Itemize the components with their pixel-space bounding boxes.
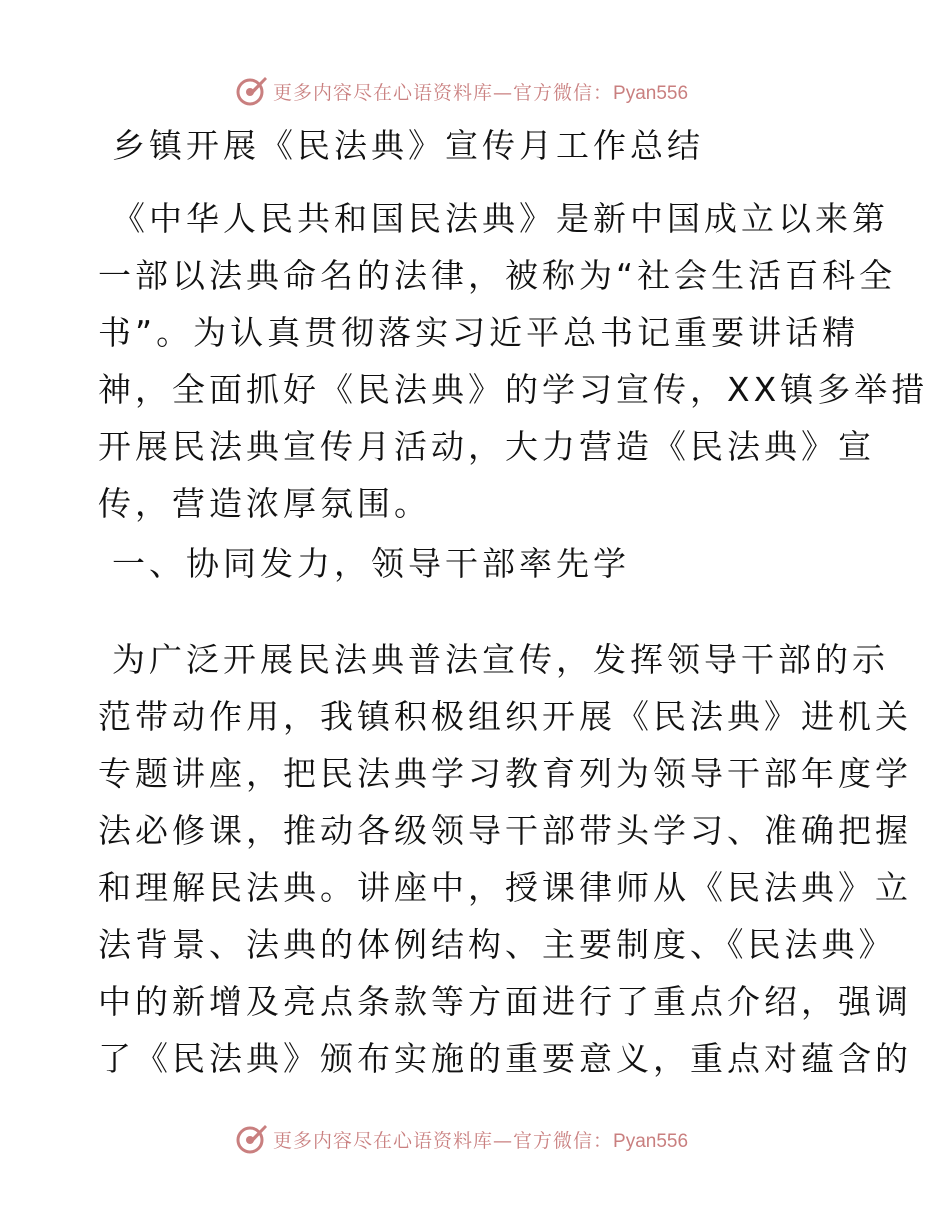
text-line: 专题讲座，把民法典学习教育列为领导干部年度学 xyxy=(98,754,912,793)
text-line: 神，全面抓好《民法典》的学习宣传，XX镇多举措 xyxy=(98,370,929,409)
text-line: 一部以法典命名的法律，被称为“社会生活百科全 xyxy=(98,256,897,295)
text-line: 传，营造浓厚氛围。 xyxy=(98,484,431,523)
watermark-text: 更多内容尽在心语资料库—官方微信：Pyan556 xyxy=(273,1129,689,1152)
quill-seal-icon xyxy=(235,74,269,108)
text-line: 了《民法典》颁布实施的重要意义，重点对蕴含的 xyxy=(98,1039,912,1078)
section-heading: 一、协同发力，领导干部率先学 xyxy=(112,544,630,583)
text-line: 范带动作用，我镇积极组织开展《民法典》进机关 xyxy=(98,697,912,736)
text-line: 开展民法典宣传月活动，大力营造《民法典》宣 xyxy=(98,427,875,466)
watermark-header xyxy=(235,74,688,108)
text-line: 法必修课，推动各级领导干部带头学习、准确把握 xyxy=(98,811,912,850)
text-line: 中的新增及亮点条款等方面进行了重点介绍，强调 xyxy=(98,982,912,1021)
paragraph-section-1 xyxy=(98,631,912,1087)
watermark-footer xyxy=(235,1122,688,1156)
text-line: 《中华人民共和国民法典》是新中国成立以来第 xyxy=(112,199,889,238)
text-line: 法背景、法典的体例结构、主要制度、《民法典》 xyxy=(98,925,896,964)
text-line: 书”。为认真贯彻落实习近平总书记重要讲话精 xyxy=(98,313,860,352)
text-line: 为广泛开展民法典普法宣传，发挥领导干部的示 xyxy=(112,640,889,679)
text-line: 和理解民法典。讲座中，授课律师从《民法典》立 xyxy=(98,868,912,907)
watermark-text: 更多内容尽在心语资料库—官方微信：Pyan556 xyxy=(273,81,689,104)
document-title: 乡镇开展《民法典》宣传月工作总结 xyxy=(112,126,704,165)
paragraph-intro xyxy=(98,190,929,532)
quill-seal-icon xyxy=(235,1122,269,1156)
